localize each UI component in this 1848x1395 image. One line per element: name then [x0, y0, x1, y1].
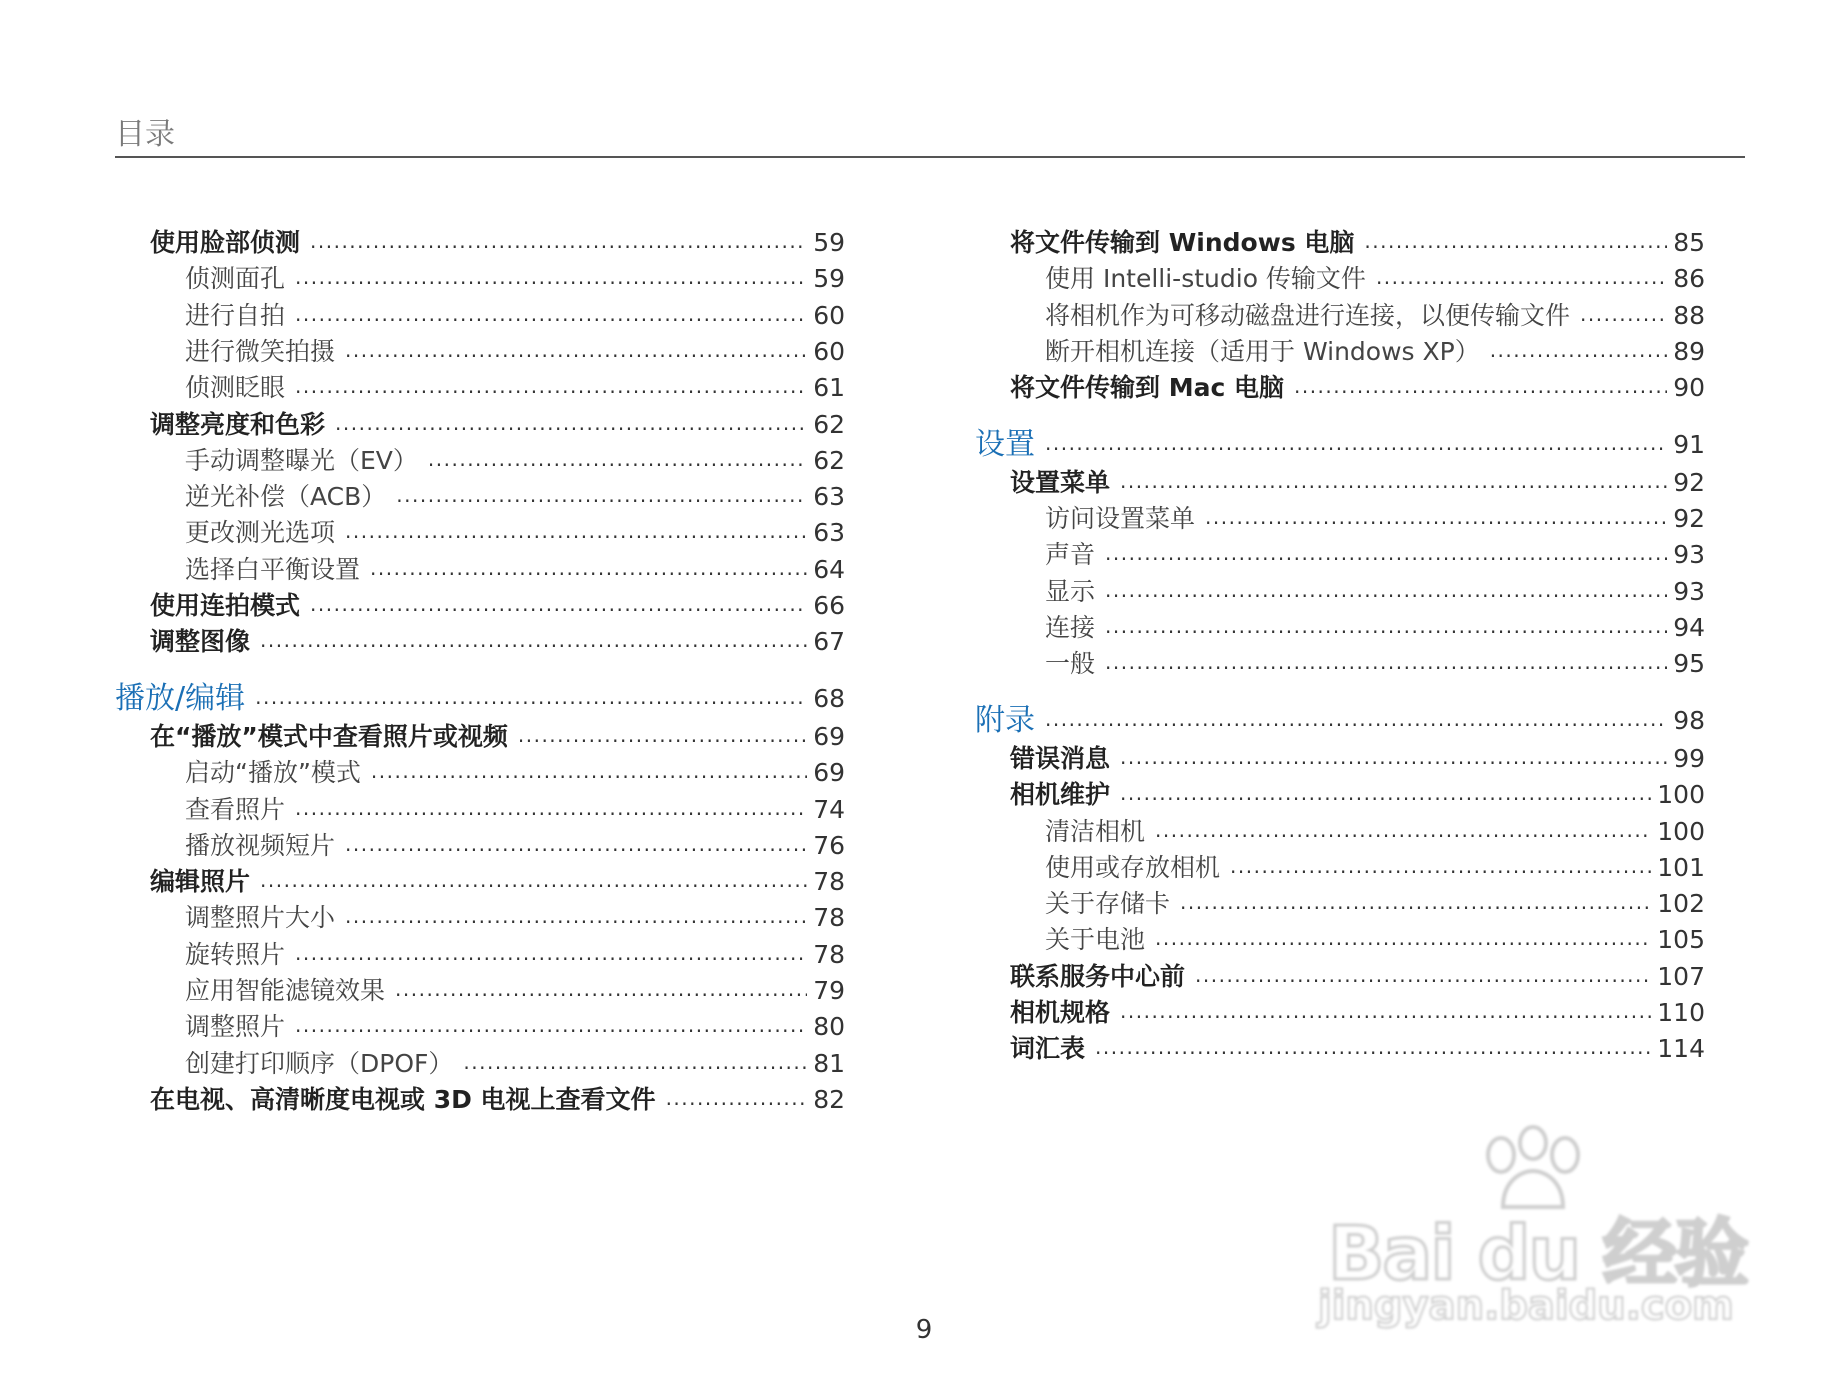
toc-entry[interactable] [115, 861, 845, 897]
toc-entry[interactable] [115, 897, 845, 933]
toc-entry-page: 66 [813, 591, 845, 620]
toc-entry-page: 107 [1657, 961, 1705, 991]
page-title: 目录 [115, 117, 175, 152]
toc-dot-leader [295, 938, 807, 968]
toc-dot-leader [1045, 704, 1667, 734]
toc-dot-leader [295, 371, 807, 401]
toc-entry-page: 68 [813, 683, 845, 713]
toc-entry[interactable] [975, 919, 1705, 955]
toc-entry-label: 逆光补偿（ACB） [185, 482, 387, 512]
toc-entry-page: 102 [1657, 889, 1705, 919]
toc-entry-label: 创建打印顺序（DPOF） [185, 1048, 454, 1078]
toc-entry[interactable] [115, 934, 845, 970]
toc-entry-page: 63 [813, 518, 845, 548]
toc-dot-leader [295, 262, 807, 292]
toc-entry-label: 使用或存放相机 [1045, 852, 1221, 882]
toc-entry-page: 90 [1673, 373, 1705, 403]
toc-entry-page: 76 [813, 830, 845, 860]
toc-dot-leader [666, 1083, 808, 1113]
toc-entry-label: 在“播放”模式中查看照片或视频 [150, 721, 508, 751]
toc-entry-label: 设置 [975, 426, 1035, 462]
toc-entry-label: 播放/编辑 [115, 680, 246, 716]
toc-dot-leader [295, 793, 807, 823]
toc-entry[interactable] [975, 222, 1705, 258]
toc-entry-label: 启动“播放”模式 [185, 758, 361, 788]
toc-entry-page: 86 [1673, 264, 1705, 294]
toc-entry-page: 81 [813, 1048, 845, 1078]
toc-entry-label: 错误消息 [1010, 743, 1111, 773]
toc-entry[interactable] [975, 774, 1705, 810]
toc-entry-label: 词汇表 [1010, 1034, 1086, 1064]
toc-entry-label: 显示 [1045, 576, 1096, 606]
toc-entry-page: 69 [813, 721, 845, 751]
toc-entry[interactable] [975, 607, 1705, 643]
toc-entry[interactable] [115, 716, 845, 752]
toc-dot-leader [335, 408, 807, 438]
toc-dot-leader [1230, 851, 1651, 881]
toc-dot-leader [1105, 611, 1667, 641]
toc-section[interactable] [115, 678, 845, 714]
toc-dot-leader [260, 625, 807, 655]
toc-entry[interactable] [115, 258, 845, 294]
page-number: 9 [915, 1315, 933, 1345]
toc-entry-page: 95 [1673, 649, 1705, 679]
toc-dot-leader [1376, 262, 1667, 292]
toc-entry-label: 侦测眨眼 [185, 373, 286, 403]
toc-entry-page: 92 [1673, 467, 1705, 497]
toc-entry-page: 78 [813, 939, 845, 969]
toc-dot-leader [1120, 466, 1667, 496]
toc-entry-label: 关于电池 [1045, 925, 1146, 955]
toc-entry-label: 设置菜单 [1010, 467, 1111, 497]
toc-entry-page: 110 [1657, 998, 1705, 1027]
toc-entry-page: 59 [813, 264, 845, 294]
toc-entry-label: 侦测面孔 [185, 264, 286, 294]
toc-entry-label: 关于存储卡 [1045, 889, 1171, 919]
toc-entry-label: 访问设置菜单 [1045, 504, 1196, 534]
toc-entry-page: 92 [1673, 504, 1705, 534]
toc-entry-page: 78 [813, 867, 845, 897]
toc-entry-page: 80 [813, 1012, 845, 1042]
toc-entry-label: 查看照片 [185, 794, 286, 824]
toc-dot-leader [370, 553, 807, 583]
toc-dot-leader [345, 335, 807, 365]
toc-entry-label: 调整亮度和色彩 [150, 409, 326, 439]
toc-entry[interactable] [115, 621, 845, 657]
toc-entry[interactable] [975, 534, 1705, 570]
toc-entry-label: 使用脸部侦测 [150, 228, 301, 257]
page-header [115, 116, 1745, 158]
toc-entry-label: 旋转照片 [185, 939, 286, 969]
toc-dot-leader [518, 720, 807, 750]
toc-entry-page: 63 [813, 482, 845, 512]
toc-dot-leader [1045, 428, 1667, 458]
toc-entry[interactable] [115, 1079, 845, 1115]
toc-entry-label: 将相机作为可移动磁盘进行连接，以便传输文件 [1045, 300, 1571, 330]
toc-entry[interactable] [975, 811, 1705, 847]
toc-dot-leader [396, 480, 807, 510]
toc-entry[interactable] [115, 476, 845, 512]
toc-entry-label: 联系服务中心前 [1010, 961, 1186, 991]
toc-dot-leader [255, 682, 807, 712]
toc-entry-label: 更改测光选项 [185, 518, 336, 548]
toc-entry[interactable] [115, 752, 845, 788]
toc-dot-leader [1120, 996, 1651, 1026]
toc-entry-page: 88 [1673, 300, 1705, 330]
toc-entry-page: 62 [813, 445, 845, 475]
toc-entry-page: 93 [1673, 540, 1705, 570]
toc-entry-page: 78 [813, 903, 845, 933]
toc-dot-leader [1120, 778, 1651, 808]
toc-entry-page: 62 [813, 409, 845, 439]
toc-entry-label: 将文件传输到 Mac 电脑 [1010, 373, 1284, 403]
toc-dot-leader [463, 1047, 807, 1077]
toc-dot-leader [310, 226, 807, 256]
toc-dot-leader [395, 974, 807, 1004]
toc-entry-label: 断开相机连接（适用于 Windows XP） [1045, 336, 1480, 366]
toc-entry[interactable] [975, 883, 1705, 919]
toc-entry[interactable] [115, 222, 845, 258]
toc-entry-page: 61 [813, 373, 845, 403]
toc-entry-label: 选择白平衡设置 [185, 554, 361, 584]
toc-entry[interactable] [115, 295, 845, 331]
toc-entry-label: 声音 [1045, 540, 1096, 570]
toc-entry[interactable] [115, 331, 845, 367]
toc-entry-label: 使用连拍模式 [150, 591, 301, 620]
toc-entry[interactable] [975, 367, 1705, 403]
toc-entry-label: 相机维护 [1010, 780, 1111, 810]
toc-entry-page: 94 [1673, 613, 1705, 642]
toc-dot-leader [1105, 575, 1667, 605]
toc-dot-leader [1580, 299, 1667, 329]
toc-entry-label: 相机规格 [1010, 998, 1111, 1027]
toc-entry-page: 60 [813, 336, 845, 366]
toc-dot-leader [1095, 1032, 1651, 1062]
toc-dot-leader [1155, 815, 1651, 845]
toc-entry[interactable] [115, 549, 845, 585]
toc-dot-leader [345, 901, 807, 931]
toc-entry[interactable] [975, 738, 1705, 774]
toc-dot-leader [428, 444, 807, 474]
toc-entry-page: 67 [813, 627, 845, 657]
toc-dot-leader [1490, 335, 1667, 365]
toc-entry[interactable] [975, 847, 1705, 883]
toc-entry[interactable] [115, 404, 845, 440]
toc-entry-label: 调整照片大小 [185, 903, 336, 933]
toc-entry-page: 82 [813, 1084, 845, 1114]
toc-entry[interactable] [115, 585, 845, 621]
toc-entry[interactable] [115, 440, 845, 476]
toc-entry-label: 调整图像 [150, 627, 251, 657]
watermark-url: jingyan.baidu.com [1318, 1283, 1734, 1329]
toc-entry-label: 附录 [975, 702, 1035, 738]
toc-entry[interactable] [115, 367, 845, 403]
toc-dot-leader [1294, 371, 1667, 401]
toc-dot-leader [1195, 960, 1651, 990]
toc-entry-label: 编辑照片 [150, 867, 251, 897]
toc-entry-page: 85 [1673, 228, 1705, 257]
toc-dot-leader [295, 1010, 807, 1040]
toc-dot-leader [310, 589, 807, 619]
toc-dot-leader [1155, 923, 1651, 953]
toc-dot-leader [371, 756, 807, 786]
toc-entry-page: 99 [1673, 743, 1705, 773]
toc-entry-page: 100 [1657, 780, 1705, 810]
toc-entry-page: 60 [813, 300, 845, 330]
toc-entry-label: 手动调整曝光（EV） [185, 445, 418, 475]
toc-entry[interactable] [975, 571, 1705, 607]
toc-entry[interactable] [975, 331, 1705, 367]
toc-section[interactable] [975, 700, 1705, 736]
baidu-watermark [1318, 1125, 1758, 1335]
toc-dot-leader [1364, 226, 1667, 256]
toc-entry[interactable] [115, 789, 845, 825]
toc-entry-page: 69 [813, 758, 845, 788]
toc-entry-page: 100 [1657, 816, 1705, 846]
toc-dot-leader [1105, 647, 1667, 677]
watermark-brand: Bai du 经验 [1328, 1211, 1747, 1297]
toc-entry[interactable] [115, 512, 845, 548]
toc-entry-page: 98 [1673, 705, 1705, 735]
toc-entry[interactable] [115, 1043, 845, 1079]
toc-entry[interactable] [975, 462, 1705, 498]
toc-entry-label: 应用智能滤镜效果 [185, 976, 386, 1005]
toc-entry[interactable] [115, 1006, 845, 1042]
toc-entry-page: 79 [813, 976, 845, 1005]
toc-dot-leader [1180, 887, 1651, 917]
toc-dot-leader [345, 829, 807, 859]
toc-entry[interactable] [975, 643, 1705, 679]
toc-entry[interactable] [975, 992, 1705, 1028]
toc-entry-label: 调整照片 [185, 1012, 286, 1042]
toc-entry[interactable] [115, 825, 845, 861]
toc-entry-page: 101 [1657, 852, 1705, 882]
toc-entry[interactable] [975, 498, 1705, 534]
toc-dot-leader [1205, 502, 1667, 532]
toc-entry-label: 进行自拍 [185, 300, 286, 330]
toc-entry-label: 进行微笑拍摄 [185, 336, 336, 366]
toc-entry-label: 在电视、高清晰度电视或 3D 电视上查看文件 [150, 1084, 656, 1114]
toc-entry-page: 93 [1673, 576, 1705, 606]
toc-dot-leader [295, 299, 807, 329]
toc-dot-leader [1105, 538, 1667, 568]
toc-entry-page: 59 [813, 228, 845, 257]
toc-entry-label: 将文件传输到 Windows 电脑 [1010, 228, 1355, 257]
toc-entry-page: 89 [1673, 336, 1705, 366]
toc-entry-label: 清洁相机 [1045, 816, 1146, 846]
toc-dot-leader [260, 865, 807, 895]
toc-entry-label: 一般 [1045, 649, 1096, 679]
toc-entry[interactable] [975, 1028, 1705, 1064]
toc-entry-page: 91 [1673, 429, 1705, 459]
toc-entry[interactable] [975, 956, 1705, 992]
toc-entry-label: 播放视频短片 [185, 830, 336, 860]
toc-entry-page: 105 [1657, 925, 1705, 955]
toc-entry[interactable] [115, 970, 845, 1006]
toc-section[interactable] [975, 424, 1705, 460]
toc-entry-label: 连接 [1045, 613, 1096, 642]
toc-entry-label: 使用 Intelli-studio 传输文件 [1045, 264, 1366, 294]
toc-dot-leader [1120, 742, 1667, 772]
toc-dot-leader [345, 516, 807, 546]
toc-entry[interactable] [975, 295, 1705, 331]
toc-entry[interactable] [975, 258, 1705, 294]
toc-entry-page: 74 [813, 794, 845, 824]
toc-entry-page: 114 [1657, 1034, 1705, 1064]
toc-entry-page: 64 [813, 554, 845, 584]
